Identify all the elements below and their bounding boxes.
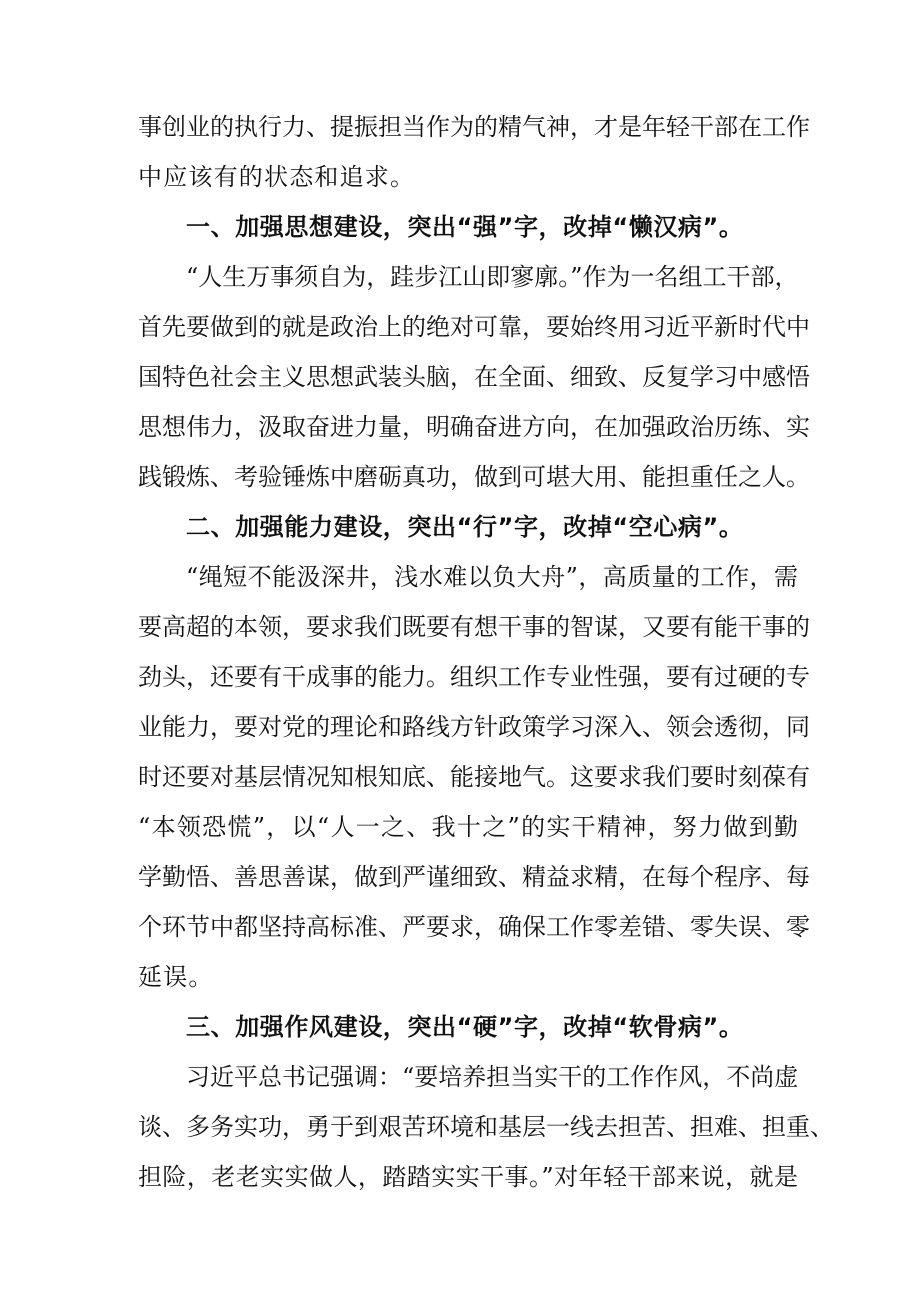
body-text-line: 践锻炼、考验锤炼中磨砺真功，做到可堪大用、能担重任之人。	[138, 463, 810, 491]
body-text-line: 业能力，要对党的理论和路线方针政策学习深入、领会透彻，同	[138, 713, 810, 741]
body-text-line: 事创业的执行力、提振担当作为的精气神，才是年轻干部在工作	[138, 113, 810, 141]
body-text-line: “人生万事须自为，跬步江山即寥廓。”作为一名组工干部，	[186, 263, 799, 291]
section-heading-2: 二、加强能力建设，突出“行”字，改掉“空心病”。	[186, 513, 744, 541]
body-text-line: 首先要做到的就是政治上的绝对可靠，要始终用习近平新时代中	[138, 313, 810, 341]
body-text-line: 中应该有的状态和追求。	[138, 163, 416, 191]
body-text-line: 劲头，还要有干成事的能力。组织工作专业性强，要有过硬的专	[138, 663, 810, 691]
body-text-line: 思想伟力，汲取奋进力量，明确奋进方向，在加强政治历练、实	[138, 413, 810, 441]
section-heading-3: 三、加强作风建设，突出“硬”字，改掉“软骨病”。	[186, 1013, 744, 1041]
body-text-line: 国特色社会主义思想武装头脑，在全面、细致、反复学习中感悟	[138, 363, 810, 391]
body-text-line: 习近平总书记强调：“要培养担当实干的工作作风，不尚虚	[186, 1063, 799, 1091]
section-heading-1: 一、加强思想建设，突出“强”字，改掉“懒汉病”。	[186, 213, 744, 241]
body-text-line: 担险，老老实实做人，踏踏实实干事。”对年轻干部来说，就是	[138, 1163, 798, 1191]
body-text-line: “绳短不能汲深井，浅水难以负大舟”，高质量的工作，需	[186, 563, 798, 591]
body-text-line: “本领恐慌”，以“人一之、我十之”的实干精神，努力做到勤	[138, 813, 798, 841]
body-text-line: 时还要对基层情况知根知底、能接地气。这要求我们要时刻葆有	[138, 763, 810, 791]
body-text-line: 要高超的本领，要求我们既要有想干事的智谋，又要有能干事的	[138, 613, 810, 641]
body-text-line: 个环节中都坚持高标准、严要求，确保工作零差错、零失误、零	[138, 913, 810, 941]
body-text-line: 谈、多务实功，勇于到艰苦环境和基层一线去担苦、担难、担重、	[138, 1113, 834, 1141]
body-text-line: 学勤悟、善思善谋，做到严谨细致、精益求精，在每个程序、每	[138, 863, 810, 891]
body-text-line: 延误。	[138, 963, 214, 991]
